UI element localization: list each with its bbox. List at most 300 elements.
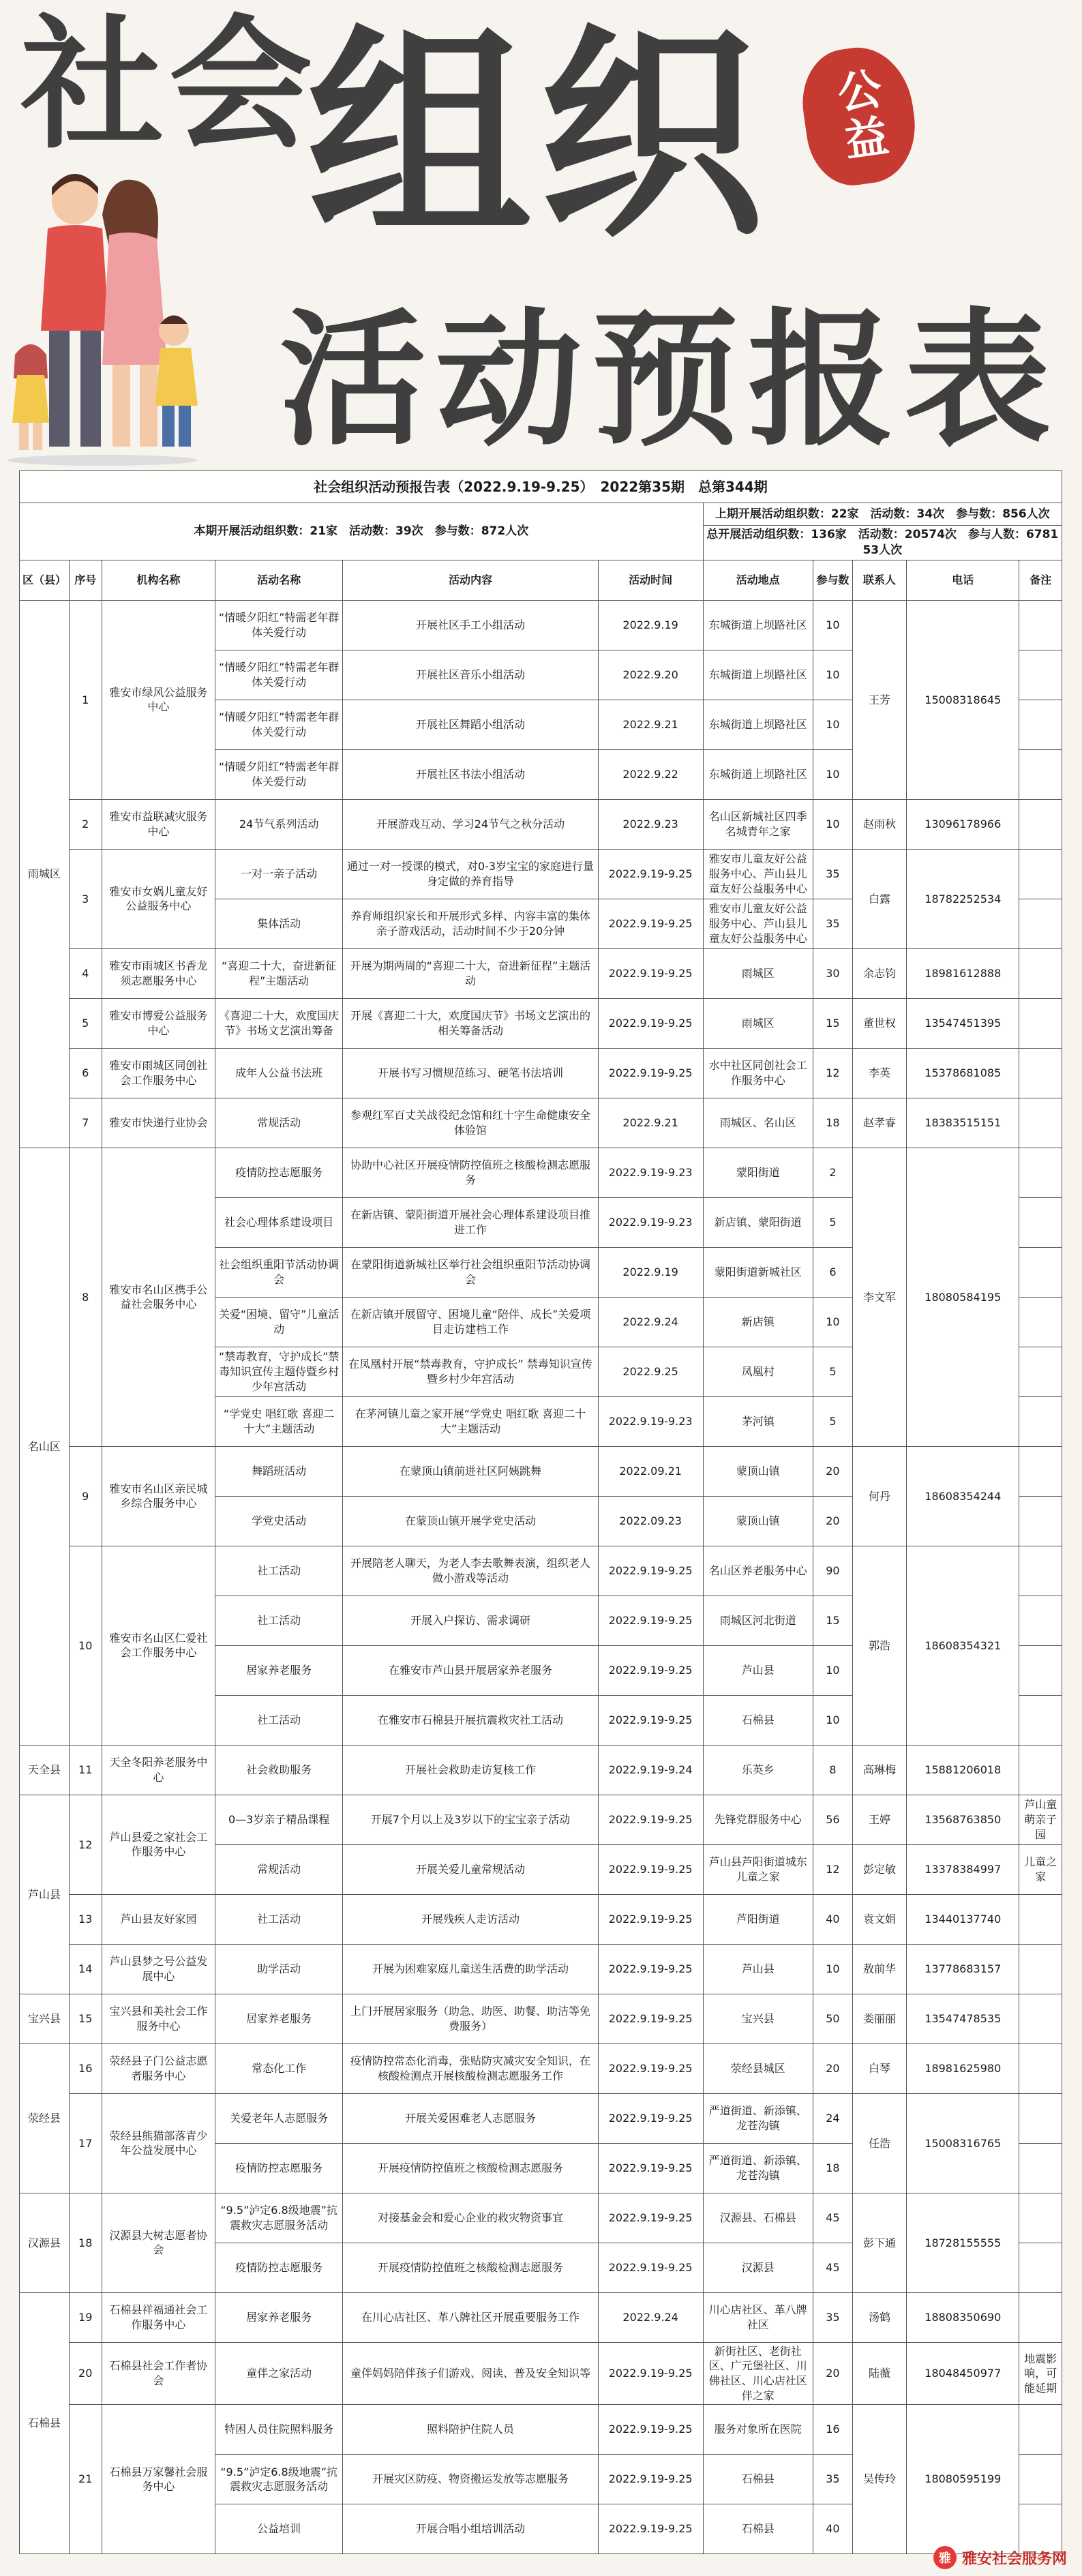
column-header: 备注 — [1019, 560, 1062, 600]
cell-activity-location: 茅河镇 — [703, 1396, 813, 1446]
cell-activity-name: “学党史 唱红歌 喜迎二十大”主题活动 — [215, 1396, 343, 1446]
cell-remark — [1019, 1396, 1062, 1446]
cell-contact: 郭浩 — [853, 1546, 907, 1745]
cell-seq: 11 — [69, 1745, 102, 1795]
cell-activity-content: 开展《喜迎二十大，欢度国庆节》书场文艺演出的相关筹备活动 — [343, 998, 598, 1048]
cell-participants: 35 — [813, 849, 852, 899]
summary-current: 本期开展活动组织数：21家 活动数：39次 参与数：872人次 — [20, 503, 704, 560]
cell-activity-location: 芦阳街道 — [703, 1894, 813, 1944]
seal-text: 公益 — [827, 65, 891, 167]
cell-activity-time: 2022.9.21 — [598, 700, 703, 749]
cell-participants: 2 — [813, 1148, 852, 1197]
banner-word-social: 社会 — [20, 1, 318, 168]
table-row — [20, 2043, 1062, 2093]
cell-activity-location: 雅安市儿童友好公益服务中心、芦山县儿童友好公益服务中心 — [703, 849, 813, 899]
column-header: 活动地点 — [703, 560, 813, 600]
cell-participants: 20 — [813, 2342, 852, 2404]
cell-contact: 敖前华 — [853, 1944, 907, 1994]
cell-phone: 18080595199 — [907, 2405, 1019, 2554]
cell-org-name: 雅安市快递行业协会 — [102, 1098, 215, 1148]
cell-activity-name: 助学活动 — [215, 1944, 343, 1994]
cell-activity-location: 汉源县 — [703, 2243, 813, 2292]
cell-org-name: 宝兴县和美社会工作服务中心 — [102, 1994, 215, 2043]
cell-remark — [1019, 1197, 1062, 1247]
cell-phone: 18383515151 — [907, 1098, 1019, 1148]
cell-activity-name: 一对一亲子活动 — [215, 849, 343, 899]
cell-activity-content: 开展7个月以上及3岁以下的宝宝亲子活动 — [343, 1795, 598, 1844]
cell-activity-name: 常规活动 — [215, 1098, 343, 1148]
cell-org-name: 雅安市名山区仁爱社会工作服务中心 — [102, 1546, 215, 1745]
cell-activity-content: 疫情防控常态化消毒，张贴防灾减灾安全知识，在核酸检测点开展核酸检测志愿服务工作 — [343, 2043, 598, 2093]
cell-phone: 13778683157 — [907, 1944, 1019, 1994]
cell-activity-location: 雨城区 — [703, 998, 813, 1048]
cell-remark — [1019, 1596, 1062, 1645]
cell-activity-content: 在凤凰村开展“禁毒教育，守护成长” 禁毒知识宣传暨乡村少年宫活动 — [343, 1347, 598, 1396]
cell-remark — [1019, 1695, 1062, 1745]
cell-phone: 13378384997 — [907, 1844, 1019, 1894]
cell-activity-content: 在蒙顶山镇前进社区阿姨跳舞 — [343, 1446, 598, 1496]
cell-phone: 18808350690 — [907, 2292, 1019, 2342]
cell-activity-location: 雅安市儿童友好公益服务中心、芦山县儿童友好公益服务中心 — [703, 899, 813, 948]
cell-contact: 白露 — [853, 849, 907, 948]
cell-remark — [1019, 799, 1062, 849]
cell-contact: 陆薇 — [853, 2342, 907, 2404]
cell-remark: 地震影响，可能延期 — [1019, 2342, 1062, 2404]
family-illustration — [0, 160, 232, 467]
cell-participants: 24 — [813, 2093, 852, 2143]
cell-contact: 董世权 — [853, 998, 907, 1048]
cell-org-name: 石棉县祥福通社会工作服务中心 — [102, 2292, 215, 2342]
cell-activity-content: 照料陪护住院人员 — [343, 2405, 598, 2455]
cell-activity-name: 关爱老年人志愿服务 — [215, 2093, 343, 2143]
cell-activity-name: 集体活动 — [215, 899, 343, 948]
cell-contact: 彭下通 — [853, 2193, 907, 2292]
cell-activity-location: 芦山县 — [703, 1645, 813, 1695]
cell-activity-content: 通过一对一授课的模式，对0-3岁宝宝的家庭进行量身定做的养育指导 — [343, 849, 598, 899]
cell-org-name: 荥经县子门公益志愿者服务中心 — [102, 2043, 215, 2093]
cell-contact: 娄丽丽 — [853, 1994, 907, 2043]
cell-contact: 吴传玲 — [853, 2405, 907, 2554]
cell-seq: 21 — [69, 2405, 102, 2554]
cell-activity-location: 新店镇 — [703, 1297, 813, 1347]
cell-activity-location: 石棉县 — [703, 2455, 813, 2504]
cell-activity-name: 社会心理体系建设项目 — [215, 1197, 343, 1247]
column-header: 活动时间 — [598, 560, 703, 600]
cell-org-name: 雅安市名山区携手公益社会服务中心 — [102, 1148, 215, 1446]
cell-org-name: 汉源县大树志愿者协会 — [102, 2193, 215, 2292]
cell-phone: 13440137740 — [907, 1894, 1019, 1944]
table-row — [20, 2342, 1062, 2404]
cell-participants: 45 — [813, 2243, 852, 2292]
cell-seq: 19 — [69, 2292, 102, 2342]
table-row — [20, 2093, 1062, 2143]
activity-table-container — [19, 470, 1062, 2554]
cell-activity-content: 养育师组织家长和开展形式多样、内容丰富的集体亲子游戏活动，活动时间不少于20分钟 — [343, 899, 598, 948]
cell-activity-time: 2022.9.19-9.25 — [598, 2193, 703, 2243]
cell-activity-content: 开展社区音乐小组活动 — [343, 650, 598, 700]
cell-remark — [1019, 1894, 1062, 1944]
cell-contact: 汤鹤 — [853, 2292, 907, 2342]
cell-participants: 6 — [813, 1247, 852, 1297]
cell-activity-content: 在新店镇、蒙阳街道开展社会心理体系建设项目推进工作 — [343, 1197, 598, 1247]
activity-table — [19, 470, 1062, 2554]
cell-org-name: 雅安市名山区亲民城乡综合服务中心 — [102, 1446, 215, 1546]
cell-activity-name: 社会救助服务 — [215, 1745, 343, 1795]
cell-activity-content: 开展为困难家庭儿童送生活费的助学活动 — [343, 1944, 598, 1994]
table-row — [20, 600, 1062, 650]
cell-remark — [1019, 700, 1062, 749]
cell-activity-name: 疫情防控志愿服务 — [215, 1148, 343, 1197]
table-row — [20, 998, 1062, 1048]
cell-phone: 13568763850 — [907, 1795, 1019, 1844]
table-title-row — [20, 471, 1062, 503]
cell-contact: 高琳梅 — [853, 1745, 907, 1795]
column-header: 机构名称 — [102, 560, 215, 600]
cell-phone: 18608354321 — [907, 1546, 1019, 1745]
banner-word-activity-forecast: 活动预报表 — [280, 295, 1060, 466]
cell-participants: 10 — [813, 1695, 852, 1745]
cell-contact: 何丹 — [853, 1446, 907, 1546]
table-title: 社会组织活动预报告表（2022.9.19-9.25） 2022第35期 总第344期 — [20, 471, 1062, 503]
cell-activity-time: 2022.9.24 — [598, 2292, 703, 2342]
summary-row — [20, 503, 1062, 526]
cell-activity-time: 2022.9.19-9.25 — [598, 998, 703, 1048]
cell-participants: 15 — [813, 998, 852, 1048]
cell-phone: 18981625980 — [907, 2043, 1019, 2093]
cell-activity-name: 居家养老服务 — [215, 2292, 343, 2342]
cell-activity-location: 东城街道上坝路社区 — [703, 600, 813, 650]
cell-participants: 10 — [813, 1944, 852, 1994]
table-row — [20, 1446, 1062, 1496]
cell-activity-content: 在新店镇开展留守、困境儿童“陪伴、成长”关爱项目走访建档工作 — [343, 1297, 598, 1347]
cell-activity-time: 2022.9.25 — [598, 1347, 703, 1396]
cell-activity-name: “9.5”泸定6.8级地震”抗震救灾志愿服务活动 — [215, 2455, 343, 2504]
cell-activity-content: 开展残疾人走访活动 — [343, 1894, 598, 1944]
cell-participants: 15 — [813, 1596, 852, 1645]
cell-activity-name: 24节气系列活动 — [215, 799, 343, 849]
cell-phone: 13096178966 — [907, 799, 1019, 849]
cell-contact: 赵孝睿 — [853, 1098, 907, 1148]
cell-participants: 12 — [813, 1048, 852, 1098]
table-row — [20, 948, 1062, 998]
cell-activity-location: 蒙阳街道 — [703, 1148, 813, 1197]
cell-activity-content: 参观红军百丈关战役纪念馆和红十字生命健康安全体验馆 — [343, 1098, 598, 1148]
cell-activity-location: 新街社区、老街社区、广元堡社区、川佛社区、川心店社区伴之家 — [703, 2342, 813, 2404]
cell-seq: 5 — [69, 998, 102, 1048]
cell-participants: 50 — [813, 1994, 852, 2043]
cell-phone: 18048450977 — [907, 2342, 1019, 2404]
cell-remark — [1019, 1347, 1062, 1396]
cell-activity-name: 社工活动 — [215, 1596, 343, 1645]
cell-org-name: 芦山县爱之家社会工作服务中心 — [102, 1795, 215, 1894]
table-row — [20, 2405, 1062, 2455]
column-header: 区（县） — [20, 560, 70, 600]
cell-activity-location: 名山区养老服务中心 — [703, 1546, 813, 1596]
cell-activity-content: 开展入户探访、需求调研 — [343, 1596, 598, 1645]
cell-participants: 20 — [813, 1446, 852, 1496]
cell-activity-time: 2022.9.19-9.25 — [598, 2342, 703, 2404]
cell-activity-content: 在雅安市石棉县开展抗震救灾社工活动 — [343, 1695, 598, 1745]
cell-activity-content: 开展游戏互动、学习24节气之秋分活动 — [343, 799, 598, 849]
cell-activity-time: 2022.9.19-9.25 — [598, 1894, 703, 1944]
cell-participants: 20 — [813, 2043, 852, 2093]
column-header: 电话 — [907, 560, 1019, 600]
cell-org-name: 雅安市益联减灾服务中心 — [102, 799, 215, 849]
cell-activity-name: 关爱“困境、留守”儿童活动 — [215, 1297, 343, 1347]
cell-activity-time: 2022.9.19-9.25 — [598, 2043, 703, 2093]
cell-activity-content: 开展社会救助走访复核工作 — [343, 1745, 598, 1795]
cell-activity-name: 特困人员住院照料服务 — [215, 2405, 343, 2455]
cell-contact: 王婷 — [853, 1795, 907, 1844]
cell-org-name: 雅安市雨城区同创社会工作服务中心 — [102, 1048, 215, 1098]
cell-activity-location: 雨城区、名山区 — [703, 1098, 813, 1148]
cell-activity-content: 开展陪老人聊天，为老人李去歌舞表演，组织老人做小游戏等活动 — [343, 1546, 598, 1596]
cell-activity-name: 社工活动 — [215, 1894, 343, 1944]
cell-activity-location: 蒙阳街道新城社区 — [703, 1247, 813, 1297]
cell-activity-content: 在蒙顶山镇开展学党史活动 — [343, 1496, 598, 1546]
cell-remark — [1019, 1546, 1062, 1596]
cell-activity-name: 社工活动 — [215, 1695, 343, 1745]
table-row — [20, 2193, 1062, 2243]
cell-seq: 2 — [69, 799, 102, 849]
table-row — [20, 849, 1062, 899]
cell-contact: 余志钧 — [853, 948, 907, 998]
cell-activity-time: 2022.9.19-9.25 — [598, 1645, 703, 1695]
cell-participants: 5 — [813, 1197, 852, 1247]
cell-seq: 15 — [69, 1994, 102, 2043]
cell-remark — [1019, 948, 1062, 998]
cell-activity-content: 开展关爱儿童常规活动 — [343, 1844, 598, 1894]
cell-remark: 儿童之家 — [1019, 1844, 1062, 1894]
cell-participants: 10 — [813, 1645, 852, 1695]
cell-phone: 15008318645 — [907, 600, 1019, 799]
cell-activity-time: 2022.9.19-9.23 — [598, 1148, 703, 1197]
cell-district: 宝兴县 — [20, 1994, 70, 2043]
cell-remark — [1019, 1297, 1062, 1347]
cell-remark — [1019, 1098, 1062, 1148]
cell-activity-content: 开展合唱小组培训活动 — [343, 2504, 598, 2554]
cell-activity-time: 2022.9.20 — [598, 650, 703, 700]
cell-activity-name: “情暖夕阳红”特需老年群体关爱行动 — [215, 650, 343, 700]
cell-seq: 9 — [69, 1446, 102, 1546]
cell-activity-content: 开展为期两周的“喜迎二十大，奋进新征程”主题活动 — [343, 948, 598, 998]
cell-activity-location: 水中社区同创社会工作服务中心 — [703, 1048, 813, 1098]
cell-org-name: 天全冬阳养老服务中心 — [102, 1745, 215, 1795]
cell-district: 石棉县 — [20, 2292, 70, 2553]
cell-activity-time: 2022.9.19-9.25 — [598, 1596, 703, 1645]
cell-participants: 90 — [813, 1546, 852, 1596]
cell-activity-location: 新店镇、蒙阳街道 — [703, 1197, 813, 1247]
cell-activity-name: 社会组织重阳节活动协调会 — [215, 1247, 343, 1297]
cell-remark — [1019, 2405, 1062, 2455]
cell-activity-time: 2022.9.19-9.25 — [598, 2455, 703, 2504]
public-welfare-seal — [796, 41, 922, 191]
cell-activity-time: 2022.9.19-9.25 — [598, 1944, 703, 1994]
cell-activity-name: 《喜迎二十大，欢度国庆节》书场文艺演出筹备 — [215, 998, 343, 1048]
cell-participants: 30 — [813, 948, 852, 998]
cell-activity-content: 开展社区书法小组活动 — [343, 749, 598, 799]
cell-activity-time: 2022.9.19-9.25 — [598, 948, 703, 998]
cell-activity-time: 2022.09.21 — [598, 1446, 703, 1496]
cell-activity-time: 2022.9.19-9.23 — [598, 1396, 703, 1446]
cell-activity-time: 2022.9.22 — [598, 749, 703, 799]
site-logo[interactable] — [933, 2546, 1067, 2569]
cell-activity-location: 宝兴县 — [703, 1994, 813, 2043]
cell-participants: 5 — [813, 1396, 852, 1446]
cell-activity-content: 开展社区手工小组活动 — [343, 600, 598, 650]
cell-remark — [1019, 1745, 1062, 1795]
cell-activity-time: 2022.9.19-9.25 — [598, 2093, 703, 2143]
cell-seq: 14 — [69, 1944, 102, 1994]
cell-activity-location: 凤凰村 — [703, 1347, 813, 1396]
cell-remark — [1019, 1446, 1062, 1496]
cell-participants: 40 — [813, 1894, 852, 1944]
cell-activity-content: 上门开展居家服务（助急、助医、助餐、助洁等免费服务） — [343, 1994, 598, 2043]
cell-remark — [1019, 849, 1062, 899]
cell-seq: 7 — [69, 1098, 102, 1148]
cell-activity-location: 东城街道上坝路社区 — [703, 650, 813, 700]
cell-activity-time: 2022.9.19-9.25 — [598, 1795, 703, 1844]
cell-activity-name: 疫情防控志愿服务 — [215, 2143, 343, 2193]
table-row — [20, 1795, 1062, 1844]
cell-activity-time: 2022.9.24 — [598, 1297, 703, 1347]
cell-participants: 40 — [813, 2504, 852, 2554]
cell-remark — [1019, 1994, 1062, 2043]
cell-activity-location: 雨城区河北街道 — [703, 1596, 813, 1645]
cell-district: 天全县 — [20, 1745, 70, 1795]
cell-activity-content: 对接基金会和爱心企业的救灾物资事宜 — [343, 2193, 598, 2243]
cell-activity-name: 成年人公益书法班 — [215, 1048, 343, 1098]
cell-participants: 10 — [813, 600, 852, 650]
cell-activity-name: 疫情防控志愿服务 — [215, 2243, 343, 2292]
cell-activity-content: 开展关爱困难老人志愿服务 — [343, 2093, 598, 2143]
cell-activity-name: 常态化工作 — [215, 2043, 343, 2093]
cell-phone: 18782252534 — [907, 849, 1019, 948]
banner — [0, 0, 1082, 470]
cell-phone: 15378681085 — [907, 1048, 1019, 1098]
cell-org-name: 芦山县梦之号公益发展中心 — [102, 1944, 215, 1994]
cell-org-name: 雅安市博爱公益服务中心 — [102, 998, 215, 1048]
cell-activity-name: 0—3岁亲子精品课程 — [215, 1795, 343, 1844]
cell-phone: 18728155555 — [907, 2193, 1019, 2292]
table-row — [20, 1745, 1062, 1795]
cell-phone: 15008316765 — [907, 2093, 1019, 2193]
cell-org-name: 雅安市女娲儿童友好公益服务中心 — [102, 849, 215, 948]
cell-phone: 13547478535 — [907, 1994, 1019, 2043]
cell-activity-location: 严道街道、新添镇、龙苍沟镇 — [703, 2093, 813, 2143]
cell-activity-time: 2022.9.23 — [598, 799, 703, 849]
cell-activity-time: 2022.09.23 — [598, 1496, 703, 1546]
cell-remark — [1019, 1148, 1062, 1197]
cell-remark — [1019, 2093, 1062, 2143]
cell-remark — [1019, 1048, 1062, 1098]
cell-activity-location: 芦山县芦阳街道城东儿童之家 — [703, 1844, 813, 1894]
cell-participants: 56 — [813, 1795, 852, 1844]
cell-activity-time: 2022.9.19-9.25 — [598, 899, 703, 948]
cell-participants: 10 — [813, 1297, 852, 1347]
cell-activity-content: 童伴妈妈陪伴孩子们游戏、阅读、普及安全知识等 — [343, 2342, 598, 2404]
cell-activity-name: “情暖夕阳红”特需老年群体关爱行动 — [215, 600, 343, 650]
cell-activity-location: 名山区新城社区四季名城青年之家 — [703, 799, 813, 849]
cell-activity-content: 开展灾区防疫、物资搬运发放等志愿服务 — [343, 2455, 598, 2504]
cell-participants: 35 — [813, 2455, 852, 2504]
cell-remark — [1019, 600, 1062, 650]
cell-remark — [1019, 2292, 1062, 2342]
cell-org-name: 石棉县社会工作者协会 — [102, 2342, 215, 2404]
cell-phone: 18080584195 — [907, 1148, 1019, 1446]
cell-org-name: 石棉县万家馨社会服务中心 — [102, 2405, 215, 2554]
table-row — [20, 1994, 1062, 2043]
table-row — [20, 1098, 1062, 1148]
cell-activity-time: 2022.9.19-9.25 — [598, 1994, 703, 2043]
cell-contact: 任浩 — [853, 2093, 907, 2193]
cell-remark — [1019, 2143, 1062, 2193]
cell-activity-location: 石棉县 — [703, 2504, 813, 2554]
cell-activity-name: “9.5”泸定6.8级地震”抗震救灾志愿服务活动 — [215, 2193, 343, 2243]
cell-activity-content: 开展书写习惯规范练习、硬笔书法培训 — [343, 1048, 598, 1098]
cell-activity-name: 公益培训 — [215, 2504, 343, 2554]
cell-activity-name: “情暖夕阳红”特需老年群体关爱行动 — [215, 700, 343, 749]
cell-district: 荥经县 — [20, 2043, 70, 2193]
cell-activity-name: 居家养老服务 — [215, 1645, 343, 1695]
cell-activity-name: 学党史活动 — [215, 1496, 343, 1546]
cell-remark — [1019, 2455, 1062, 2504]
cell-activity-content: 在蒙阳街道新城社区举行社会组织重阳节活动协调会 — [343, 1247, 598, 1297]
table-row — [20, 1894, 1062, 1944]
cell-activity-time: 2022.9.19-9.25 — [598, 1048, 703, 1098]
site-logo-icon: 雅 — [933, 2546, 957, 2569]
cell-participants: 45 — [813, 2193, 852, 2243]
cell-org-name: 荥经县熊猫部落青少年公益发展中心 — [102, 2093, 215, 2193]
cell-remark — [1019, 899, 1062, 948]
column-header: 参与数 — [813, 560, 852, 600]
cell-activity-time: 2022.9.19 — [598, 1247, 703, 1297]
cell-seq: 20 — [69, 2342, 102, 2404]
table-row — [20, 1546, 1062, 1596]
cell-seq: 13 — [69, 1894, 102, 1944]
cell-activity-name: 舞蹈班活动 — [215, 1446, 343, 1496]
cell-seq: 10 — [69, 1546, 102, 1745]
cell-seq: 6 — [69, 1048, 102, 1098]
header-row — [20, 560, 1062, 600]
table-row — [20, 2292, 1062, 2342]
cell-activity-content: 协助中心社区开展疫情防控值班之核酸检测志愿服务 — [343, 1148, 598, 1197]
cell-contact: 白琴 — [853, 2043, 907, 2093]
cell-phone: 18981612888 — [907, 948, 1019, 998]
cell-activity-name: “禁毒教育，守护成长”禁毒知识宣传主题侍暨乡村少年宫活动 — [215, 1347, 343, 1396]
cell-activity-location: 汉源县、石棉县 — [703, 2193, 813, 2243]
cell-participants: 10 — [813, 650, 852, 700]
cell-activity-content: 开展社区舞蹈小组活动 — [343, 700, 598, 749]
cell-activity-time: 2022.9.19-9.25 — [598, 1844, 703, 1894]
cell-activity-location: 川心店社区、革八牌社区 — [703, 2292, 813, 2342]
cell-activity-time: 2022.9.19-9.24 — [598, 1745, 703, 1795]
cell-activity-location: 蒙顶山镇 — [703, 1446, 813, 1496]
cell-participants: 12 — [813, 1844, 852, 1894]
cell-contact: 王芳 — [853, 600, 907, 799]
column-header: 联系人 — [853, 560, 907, 600]
table-row — [20, 1944, 1062, 1994]
cell-participants: 5 — [813, 1347, 852, 1396]
cell-activity-content: 在雅安市芦山县开展居家养老服务 — [343, 1645, 598, 1695]
banner-word-organization: 组织 — [307, 5, 770, 267]
cell-activity-time: 2022.9.19-9.25 — [598, 2143, 703, 2193]
cell-remark — [1019, 1247, 1062, 1297]
cell-activity-time: 2022.9.21 — [598, 1098, 703, 1148]
cell-remark — [1019, 2193, 1062, 2243]
cell-remark — [1019, 1645, 1062, 1695]
cell-participants: 18 — [813, 1098, 852, 1148]
